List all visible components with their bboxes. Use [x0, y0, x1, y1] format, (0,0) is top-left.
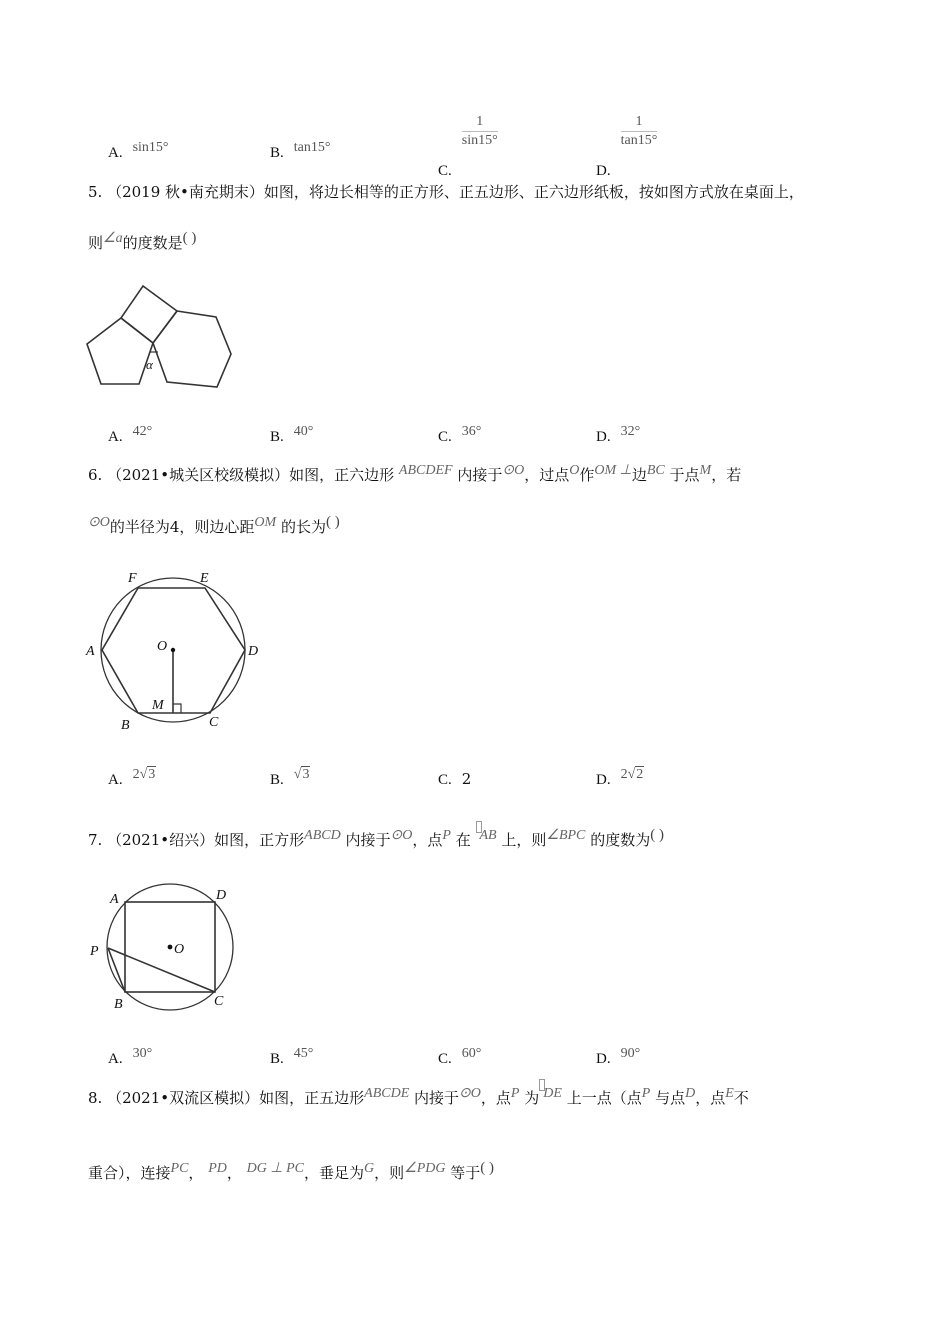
option-label: C. — [438, 163, 452, 179]
label-a: A — [110, 892, 119, 907]
math-text: PD — [208, 1161, 227, 1176]
label-o: O — [174, 942, 185, 957]
math-text: BC — [646, 463, 665, 478]
option-label: D. — [596, 163, 611, 179]
fraction-denominator: tan15° — [620, 133, 658, 148]
question-text: 如图，正五边形 — [259, 1089, 365, 1107]
question-text: 的度数为 — [590, 831, 651, 849]
q7-option-b[interactable] — [270, 1046, 314, 1068]
label-m: M — [152, 698, 164, 713]
option-label: A. — [108, 772, 123, 788]
label-d: D — [216, 888, 227, 903]
math-text: M — [699, 463, 712, 478]
question-text: 内接于 — [345, 831, 391, 849]
answer-blank[interactable]: ( ) — [182, 230, 197, 246]
label-o: O — [157, 639, 168, 654]
q8-stem-line2 — [88, 1160, 495, 1185]
question-text: ，过点 — [524, 466, 570, 484]
math-text: O — [569, 463, 580, 478]
question-number: 8. — [88, 1089, 103, 1107]
question-source: （2019 秋•南充期末） — [107, 183, 264, 201]
question-text: 重合），连接 — [88, 1164, 171, 1182]
option-value: 30° — [132, 1046, 153, 1061]
label-e: E — [200, 571, 209, 586]
answer-blank[interactable]: ( ) — [325, 514, 340, 530]
label-b: B — [121, 718, 130, 733]
question-text: 不 — [733, 1089, 749, 1107]
option-label: D. — [596, 772, 611, 788]
math-text: P — [442, 828, 451, 843]
radicand: 3 — [148, 767, 156, 782]
math-arc: DE — [543, 1086, 562, 1101]
option-value: 40° — [293, 424, 314, 439]
math-text: ABCDEF — [398, 463, 453, 478]
math-text: ABCD — [304, 828, 341, 843]
math-text: OM ⊥ — [594, 463, 632, 478]
option-label: B. — [270, 1051, 284, 1067]
question-text: ，若 — [711, 466, 742, 484]
option-label: C. — [438, 772, 452, 788]
label-f: F — [128, 571, 137, 586]
question-number: 5. — [88, 183, 103, 201]
option-label: A. — [108, 429, 123, 445]
coefficient: 2 — [620, 767, 628, 782]
math-angle: ∠BPC — [546, 828, 586, 843]
option-label: C. — [438, 429, 452, 445]
option-value: sin15° — [132, 140, 169, 155]
question-source: （2021•双流区模拟） — [107, 1089, 260, 1107]
math-text: P — [641, 1086, 651, 1101]
sqrt-value: 2√3 — [132, 767, 156, 782]
fraction-numerator: 1 — [462, 114, 498, 132]
sqrt-value: √3 — [293, 767, 310, 782]
option-value: 2 — [461, 770, 472, 788]
math-text: ⊙O — [88, 515, 110, 530]
radicand: 3 — [302, 767, 310, 782]
question-text: ，点 — [480, 1089, 511, 1107]
question-text: ，点 — [695, 1089, 726, 1107]
option-label: D. — [596, 1051, 611, 1067]
angle-alpha-label: α — [146, 357, 153, 372]
option-label: D. — [596, 429, 611, 445]
radicand: 2 — [636, 767, 644, 782]
option-value: 45° — [293, 1046, 314, 1061]
q8-stem-line1 — [88, 1088, 749, 1110]
question-number: 7. — [88, 831, 103, 849]
question-text: ，则 — [374, 1164, 405, 1182]
math-text: P — [510, 1086, 520, 1101]
question-text: 于点 — [669, 466, 700, 484]
math-arc: AB — [479, 828, 497, 843]
option-value: tan15° — [293, 140, 331, 155]
math-text: ⊙O — [502, 463, 525, 478]
answer-blank[interactable]: ( ) — [650, 827, 664, 843]
question-text: 的度数是 — [122, 234, 183, 252]
q7-option-c[interactable] — [438, 1046, 482, 1068]
math-text: PC — [170, 1161, 189, 1176]
question-text: 在 — [455, 831, 471, 849]
q7-option-a[interactable] — [108, 1046, 153, 1068]
fraction-numerator: 1 — [621, 114, 658, 132]
question-text: ， — [188, 1164, 204, 1182]
coefficient: 2 — [132, 767, 140, 782]
math-text: OM — [254, 515, 277, 530]
question-number: 6. — [88, 466, 103, 484]
fraction-denominator: sin15° — [461, 133, 498, 148]
question-text: 上，则 — [501, 831, 547, 849]
segment-pc — [108, 948, 215, 992]
option-label: A. — [108, 145, 123, 161]
center-point — [168, 945, 173, 950]
question-text: 内接于 — [414, 1089, 460, 1107]
question-text: 如图，正六边形 — [289, 466, 395, 484]
question-text: 边 — [631, 466, 647, 484]
option-label: B. — [270, 145, 284, 161]
question-text: 为 — [524, 1089, 540, 1107]
option-label: B. — [270, 772, 284, 788]
q7-option-d[interactable] — [596, 1046, 641, 1068]
option-label: B. — [270, 429, 284, 445]
question-text: 等于 — [450, 1164, 481, 1182]
math-text: DG ⊥ PC — [246, 1161, 304, 1176]
math-text: ⊙O — [459, 1086, 481, 1101]
option-label: A. — [108, 1051, 123, 1067]
option-label: C. — [438, 1051, 452, 1067]
option-value: 36° — [461, 424, 482, 439]
math-angle: ∠a — [103, 231, 123, 246]
math-text: G — [364, 1161, 375, 1176]
answer-blank[interactable]: ( ) — [480, 1160, 495, 1176]
option-value: 90° — [620, 1046, 641, 1061]
option-value: 42° — [132, 424, 153, 439]
label-a: A — [86, 644, 95, 659]
question-text: 与点 — [655, 1089, 686, 1107]
question-text: ，垂足为 — [303, 1164, 364, 1182]
math-text: E — [725, 1086, 734, 1101]
math-text: ⊙O — [390, 828, 413, 843]
question-text: 如图，正方形 — [214, 831, 305, 849]
question-text: 的长为 — [280, 518, 326, 536]
question-source: （2021•城关区校级模拟） — [107, 466, 290, 484]
sqrt-value: 2√2 — [620, 767, 644, 782]
question-text: 则 — [88, 234, 104, 252]
question-text: 如图，将边长相等的正方形、正五边形、正六边形纸板，按如图方式放在桌面上， — [263, 183, 804, 201]
question-text: ，点 — [412, 831, 443, 849]
option-value: 32° — [620, 424, 641, 439]
math-text: ABCDE — [364, 1086, 410, 1101]
math-text: D — [685, 1086, 696, 1101]
math-angle: ∠PDG — [404, 1161, 446, 1176]
label-d: D — [248, 644, 259, 659]
question-source: （2021•绍兴） — [107, 831, 215, 849]
question-text: 作 — [579, 466, 595, 484]
label-p: P — [90, 944, 99, 959]
label-c: C — [214, 994, 224, 1009]
label-b: B — [114, 997, 123, 1012]
label-c: C — [209, 715, 219, 730]
question-text: ， — [226, 1164, 242, 1182]
question-text: 内接于 — [457, 466, 503, 484]
question-text: 的半径为4，则边心距 — [109, 518, 255, 536]
option-value: 60° — [461, 1046, 482, 1061]
question-text: 上一点（点 — [566, 1089, 642, 1107]
